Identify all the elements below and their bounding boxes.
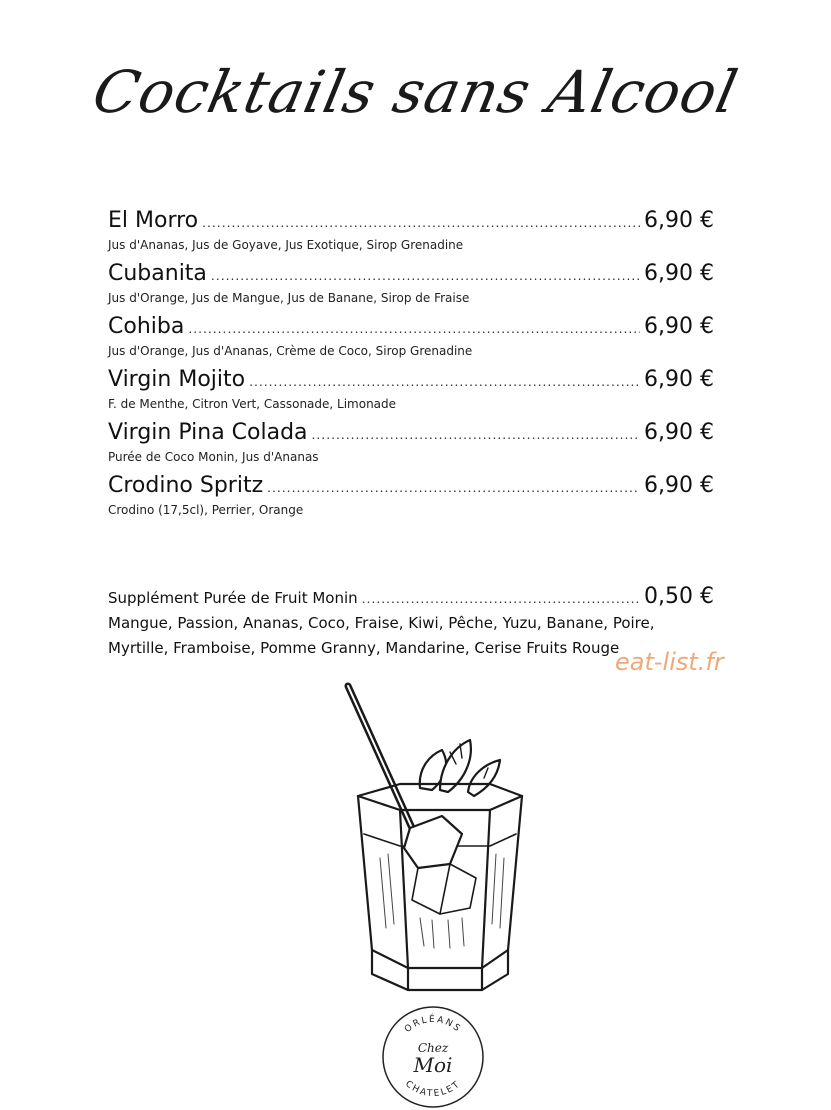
menu-item — [108, 261, 714, 314]
item-price: 6,90 € — [644, 314, 714, 339]
menu-item — [108, 367, 714, 420]
watermark: eat-list.fr — [615, 648, 724, 676]
item-description: Jus d'Orange, Jus d'Ananas, Crème de Coco, Sirop Grenadine — [108, 344, 473, 358]
item-name: Cubanita — [108, 261, 207, 286]
menu-item — [108, 314, 714, 367]
cocktail-list — [108, 208, 714, 526]
item-description: Jus d'Ananas, Jus de Goyave, Jus Exotique, Sirop Grenadine — [108, 238, 464, 252]
item-price: 6,90 € — [644, 367, 714, 392]
item-name: Virgin Mojito — [108, 367, 246, 392]
menu-item — [108, 208, 714, 261]
item-name: Cohiba — [108, 314, 185, 339]
menu-item — [108, 473, 714, 526]
item-description: Crodino (17,5cl), Perrier, Orange — [108, 503, 304, 517]
item-price: 6,90 € — [644, 208, 714, 233]
leader-dots — [312, 426, 640, 442]
leader-dots — [249, 373, 640, 389]
item-price: 6,90 € — [644, 420, 714, 445]
menu-item — [108, 420, 714, 473]
item-price: 6,90 € — [644, 261, 714, 286]
logo-top-text: ORLÉANS — [403, 1014, 464, 1036]
leader-dots — [362, 590, 640, 606]
leader-dots — [267, 479, 640, 495]
item-name: El Morro — [108, 208, 199, 233]
item-name: Crodino Spritz — [108, 473, 264, 498]
supplement-price: 0,50 € — [644, 584, 714, 609]
chez-moi-logo — [380, 1004, 486, 1110]
logo-middle-text-1: Chez — [417, 1041, 449, 1055]
item-price: 6,90 € — [644, 473, 714, 498]
item-description: Purée de Coco Monin, Jus d'Ananas — [108, 450, 319, 464]
logo-middle-text-2: Moi — [413, 1053, 453, 1077]
item-description: Jus d'Orange, Jus de Mangue, Jus de Banane, Sirop de Fraise — [108, 291, 470, 305]
supplement-name: Supplément Purée de Fruit Monin — [108, 589, 358, 607]
supplement-fruits: Mangue, Passion, Ananas, Coco, Fraise, Kiwi, Pêche, Yuzu, Banane, Poire, Myrtille, Framboise, Pomme Granny, Mandarine, Cerise Fruits Rouge — [108, 614, 655, 657]
item-name: Virgin Pina Colada — [108, 420, 308, 445]
item-description: F. de Menthe, Citron Vert, Cassonade, Limonade — [108, 397, 397, 411]
leader-dots — [211, 267, 640, 283]
leader-dots — [202, 214, 640, 230]
page-title: Cocktails sans Alcool — [87, 58, 744, 126]
cocktail-glass-illustration — [300, 678, 540, 993]
leader-dots — [188, 320, 640, 336]
logo-bottom-text: CHATELET — [403, 1079, 463, 1100]
